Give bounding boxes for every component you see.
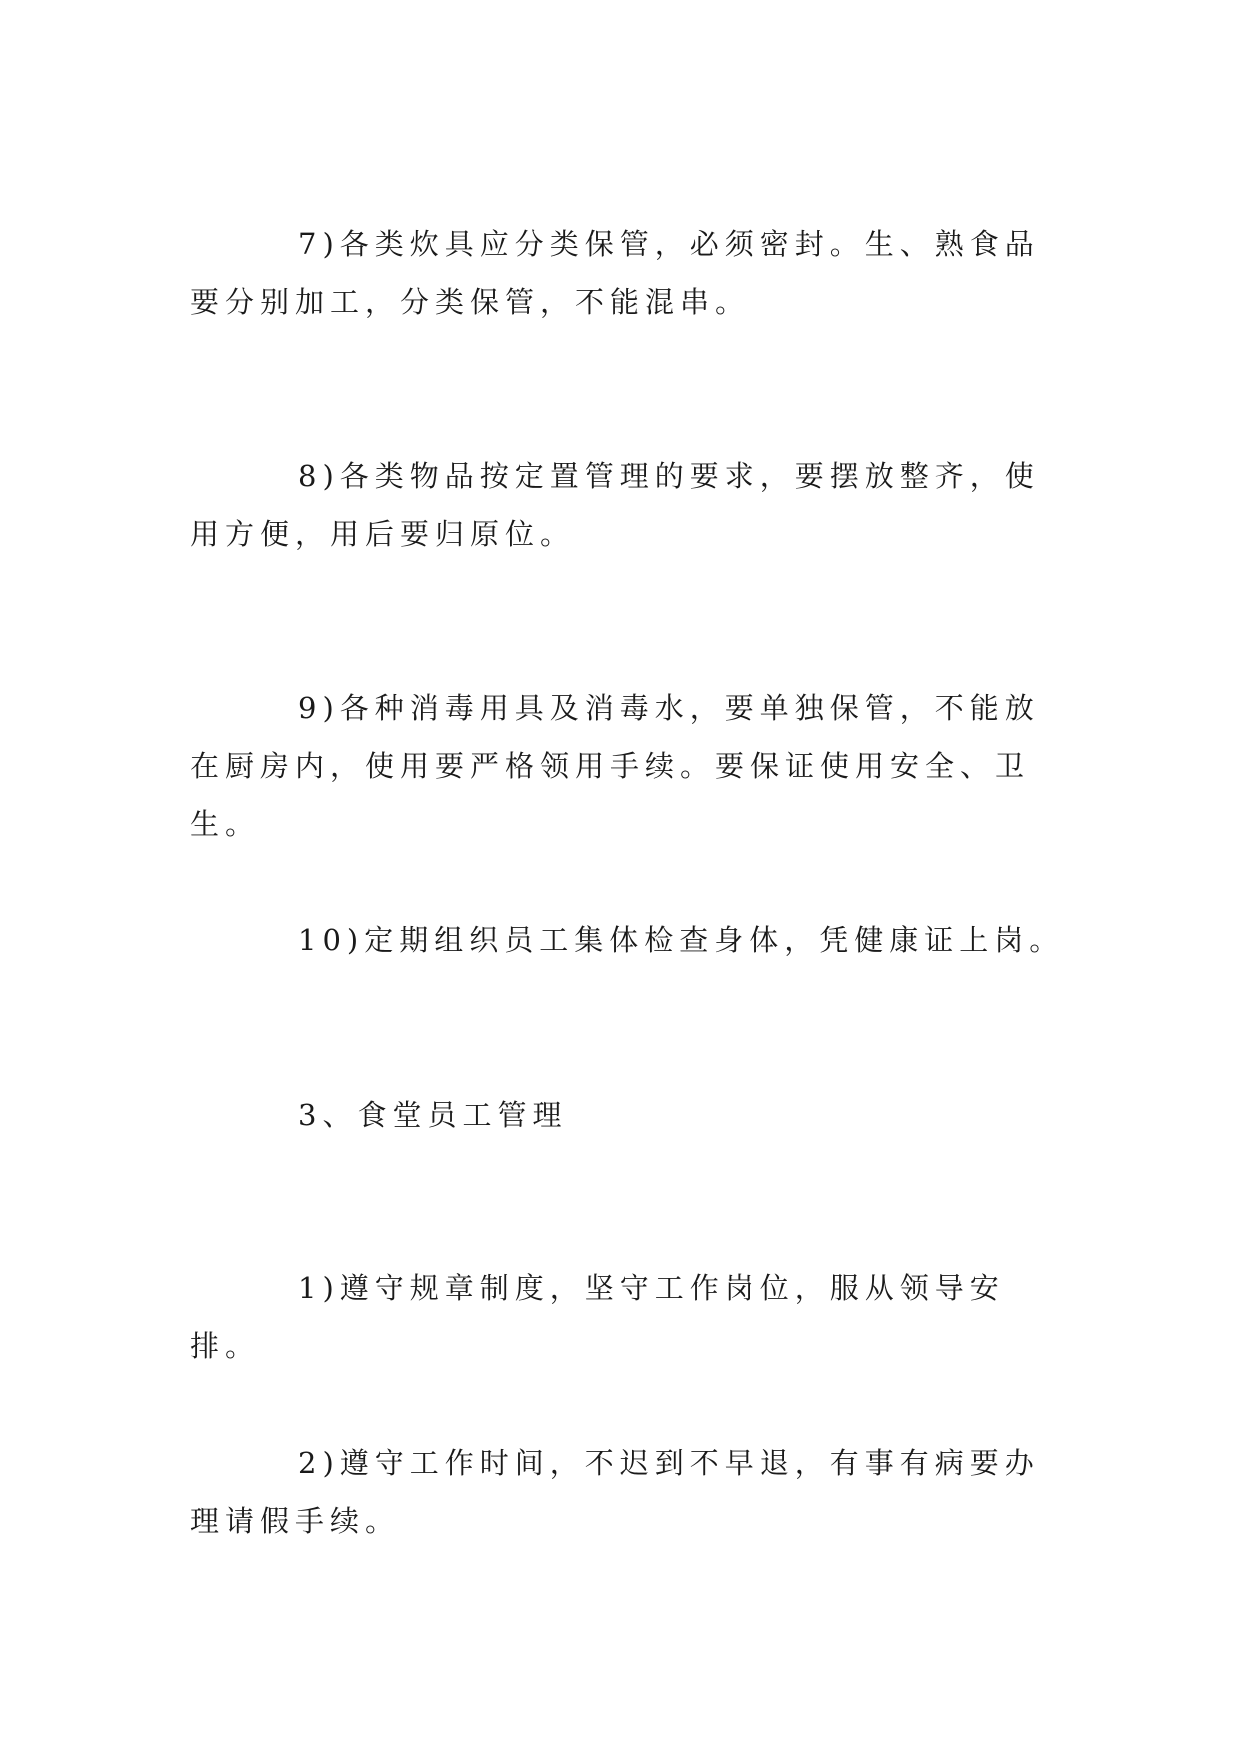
paragraph-item-10: 10)定期组织员工集体检查身体，凭健康证上岗。 xyxy=(298,923,1065,957)
section-heading: 3、食堂员工管理 xyxy=(298,1098,568,1132)
paragraph-item-9: 9)各种消毒用具及消毒水，要单独保管，不能放在厨房内，使用要严格领用手续。要保证使用安全、卫生。 xyxy=(190,691,1040,841)
paragraph-item-8: 8)各类物品按定置管理的要求，要摆放整齐，使用方便，用后要归原位。 xyxy=(190,459,1040,551)
paragraph-item-7: 7)各类炊具应分类保管，必须密封。生、熟食品要分别加工，分类保管，不能混串。 xyxy=(190,227,1040,319)
paragraph-item-1: 1)遵守规章制度，坚守工作岗位，服从领导安排。 xyxy=(190,1271,1005,1363)
paragraph-item-2: 2)遵守工作时间，不迟到不早退，有事有病要办理请假手续。 xyxy=(190,1446,1040,1538)
